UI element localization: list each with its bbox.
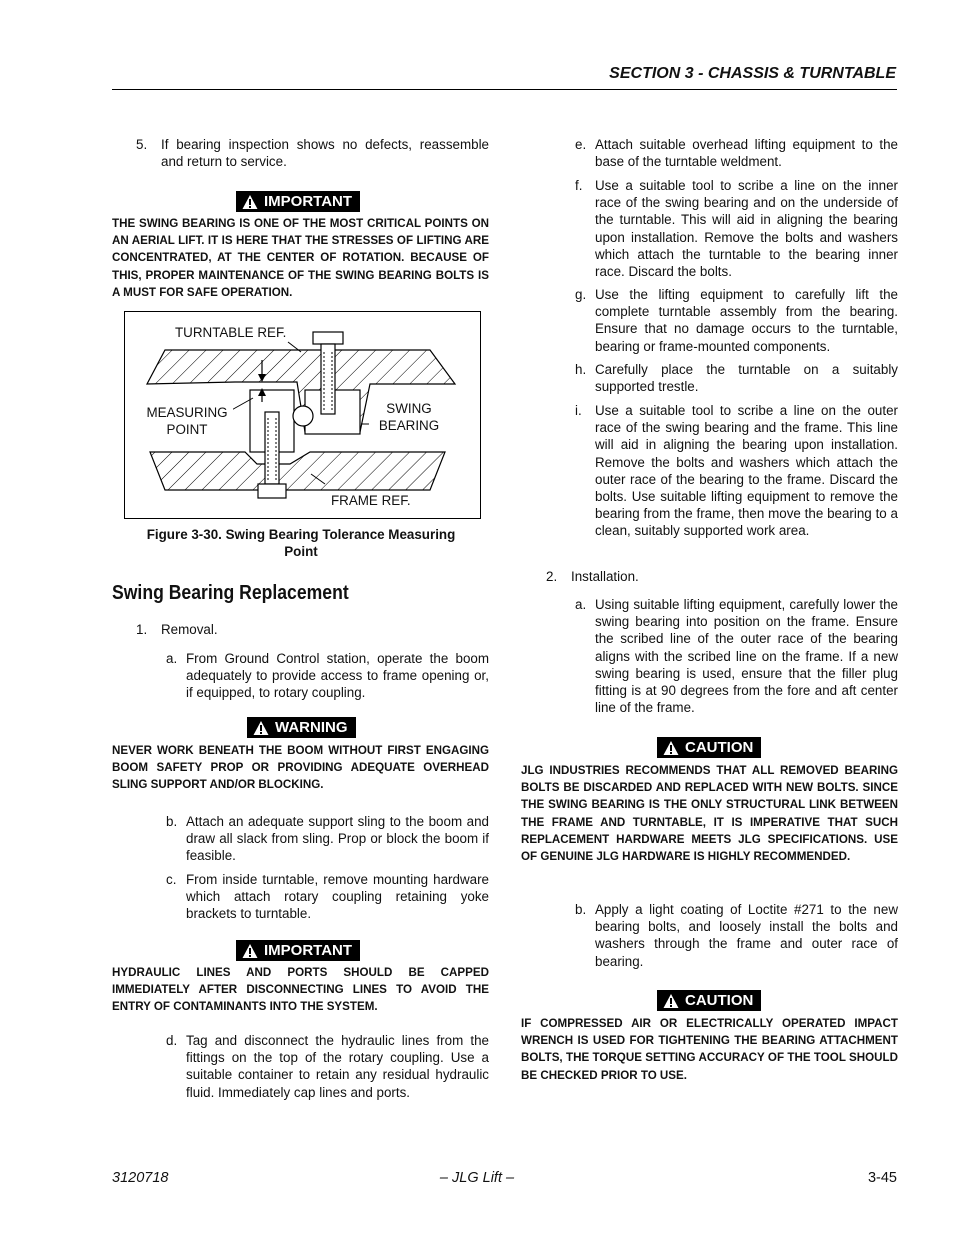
warning-triangle-icon [242,194,258,210]
warning-badge [247,717,356,738]
list-item-text: From inside turntable, remove mounting hardware which attach rotary coupling retaining yoke brackets to turntable. [186,872,489,922]
caution-label: CAUTION [685,991,754,1009]
warning-triangle-icon [663,993,679,1009]
list-number: 2. [546,569,558,584]
section-title: SECTION 3 - CHASSIS & TURNTABLE [609,65,896,82]
label-measuring-line-2: POINT [166,422,208,437]
list-letter: c. [166,872,177,887]
warning-triangle-icon [242,943,258,959]
label-measuring-line-1: MEASURING [146,405,228,420]
caution-label: CAUTION [685,738,754,756]
important-badge [236,191,360,212]
header-rule [112,89,897,90]
important-text: HYDRAULIC LINES AND PORTS SHOULD BE CAPPED IMMEDIATELY AFTER DISCONNECTING LINES TO AVOID THE ENTRY OF CONTAMINANTS INTO THE SYSTEM. [112,966,489,1014]
list-item-text: Use the lifting equipment to carefully lift the complete turntable assembly from the bearing. Ensure that no damage occurs to the turntable, bearing or frame-mounted components. [595,287,898,354]
list-item-text: Installation. [571,569,639,584]
list-letter: a. [575,597,587,612]
list-item-text: Use a suitable tool to scribe a line on the inner race of the swing bearing and on the underside of the turntable. This will aid in aligning the bearing upon installation. Remove the bolts and washers which attach the turntable to the bearing inner race. Discard the bolts. [595,178,898,280]
list-letter: h. [575,362,587,377]
label-swing-bearing [369,400,449,434]
important-badge [236,940,360,961]
warning-text: NEVER WORK BENEATH THE BOOM WITHOUT FIRST ENGAGING BOOM SAFETY PROP OR PROVIDING ADEQUATE OVERHEAD SLING SUPPORT AND/OR BLOCKING. [112,744,489,792]
list-item-text: From Ground Control station, operate the boom adequately to provide access to frame opening or, if equipped, to rotary coupling. [186,651,489,701]
footer-page-number: 3-45 [867,1170,897,1186]
label-swing-line-2: BEARING [378,418,440,433]
list-item-text: Removal. [161,622,218,637]
figure-caption-line-1: Figure 3-30. Swing Bearing Tolerance Measuring [146,527,456,542]
caution-text: IF COMPRESSED AIR OR ELECTRICALLY OPERATED IMPACT WRENCH IS USED FOR TIGHTENING THE BEARING ATTACHMENT BOLTS, THE TORQUE SETTING ACCURACY OF THE TOOL SHOULD BE CHECKED PRIOR TO USE. [521,1017,898,1082]
list-item-text: Using suitable lifting equipment, carefully lower the swing bearing into position on the frame. Ensure the scribed line of the outer race of the bearing aligns with the scribed line on the frame. If a new swing bearing is used, ensure that the filler plug fitting is at 90 degrees from the fore and aft center line of the frame. [595,597,898,716]
important-label: IMPORTANT [264,941,353,959]
label-turntable-ref: TURNTABLE REF. [175,325,287,340]
caution-text: JLG INDUSTRIES RECOMMENDS THAT ALL REMOVED BEARING BOLTS BE DISCARDED AND REPLACED WITH NEW BOLTS. SINCE THE SWING BEARING IS THE ONLY STRUCTURAL LINK BETWEEN THE FRAME AND TURNTABLE, IT IS IMPERATIVE THAT SUCH REPLACEMENT HARDWARE MEETS JLG SPECIFICATIONS. USE OF GENUINE JLG HARDWARE IS HIGHLY RECOMMENDED. [521,764,898,864]
caution-badge [657,737,761,758]
list-item-text: Carefully place the turntable on a suitably supported trestle. [595,362,898,395]
list-item-text: Attach an adequate support sling to the boom and draw all slack from sling. Prop or block the boom if feasible. [186,814,489,864]
warning-label: WARNING [275,718,348,736]
list-letter: e. [575,137,587,152]
list-letter: d. [166,1033,178,1048]
list-item-text: Attach suitable overhead lifting equipment to the base of the turntable weldment. [595,137,898,170]
footer-center: – JLG Lift – [439,1170,515,1186]
list-letter: i. [575,403,582,418]
list-item-text: If bearing inspection shows no defects, reassemble and return to service. [161,137,489,170]
important-label: IMPORTANT [264,192,353,210]
list-letter: b. [575,902,587,917]
important-text: THE SWING BEARING IS ONE OF THE MOST CRITICAL POINTS ON AN AERIAL LIFT. IT IS HERE THAT THE STRESSES OF LIFTING ARE CONCENTRATED, AT THE CENTER OF ROTATION. BECAUSE OF THIS, PROPER MAINTENANCE OF THE SWING BEARING BOLTS IS A MUST FOR SAFE OPERATION. [112,217,489,299]
figure-caption-line-2: Point [284,544,318,560]
footer-doc-number: 3120718 [112,1170,169,1186]
list-letter: g. [575,287,587,302]
warning-triangle-icon [253,720,269,736]
list-number: 1. [136,622,148,637]
label-frame-ref: FRAME REF. [331,493,411,508]
caution-badge [657,990,761,1011]
list-letter: b. [166,814,178,829]
figure-swing-bearing [124,311,481,519]
list-item-text: Use a suitable tool to scribe a line on the outer race of the swing bearing and the frame. This line will aid in aligning the bearing upon installation. Remove the bolts and washers which attach the outer race of the bearing to the frame. Discard the bolts. Use suitable lifting equipment to remove the bearing from the frame, then move the bearing to a clean, suitably supported work area. [595,403,898,539]
list-letter: a. [166,651,178,666]
section-heading: Swing Bearing Replacement [112,582,349,604]
list-item-text: Apply a light coating of Loctite #271 to the new bearing bolts, and loosely install the bolts and washers through the frame and outer race of bearing. [595,902,898,969]
label-swing-line-1: SWING [386,401,432,416]
label-measuring-point [141,404,233,438]
list-item-text: Tag and disconnect the hydraulic lines from the fittings on the top of the rotary coupling. Use a suitable container to retain any residual hydraulic fluid. Immediately cap lines and ports. [186,1033,489,1100]
list-letter: f. [575,178,583,193]
figure-caption [112,526,490,560]
warning-triangle-icon [663,740,679,756]
list-number: 5. [136,137,148,152]
